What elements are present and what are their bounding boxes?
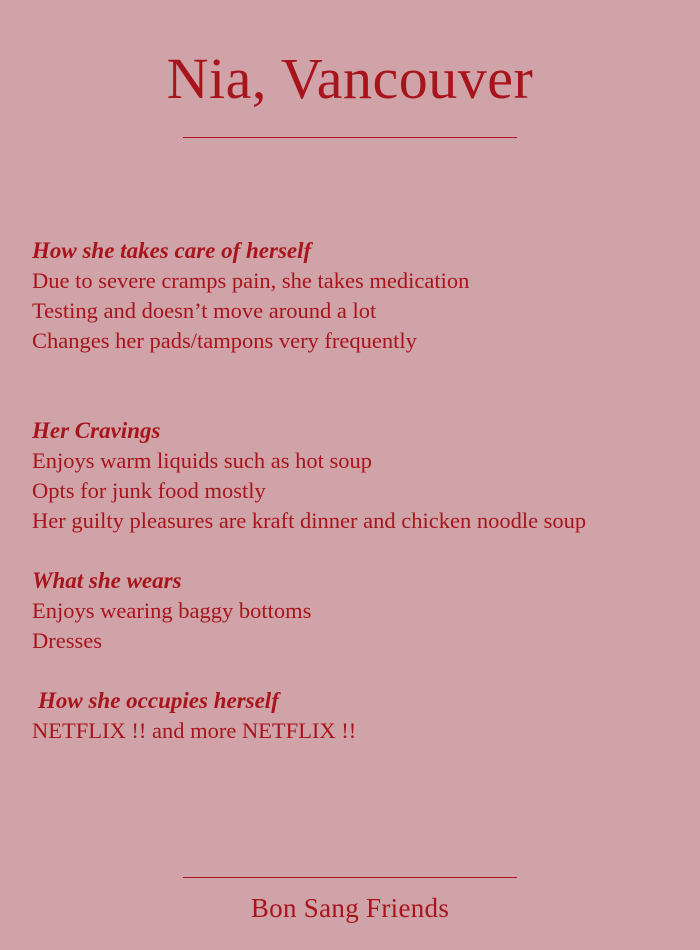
section-line: Her guilty pleasures are kraft dinner and chicken noodle soup <box>32 508 587 533</box>
footer-divider <box>183 877 517 878</box>
section-heading: Her Cravings <box>32 418 161 443</box>
section-line: Testing and doesn’t move around a lot <box>32 298 377 323</box>
section-occupies <box>32 686 692 746</box>
title-divider <box>183 137 517 138</box>
section-heading: What she wears <box>32 568 182 593</box>
section-line: Opts for junk food mostly <box>32 478 266 503</box>
section-line: Enjoys warm liquids such as hot soup <box>32 448 372 473</box>
section-cravings <box>32 416 692 536</box>
footer-brand: Bon Sang Friends <box>250 893 450 923</box>
section-heading: How she occupies herself <box>38 688 279 713</box>
section-heading: How she takes care of herself <box>32 238 312 263</box>
section-line: NETFLIX !! and more NETFLIX !! <box>32 718 357 743</box>
section-line: Changes her pads/tampons very frequently <box>32 328 417 353</box>
page-title: Nia, Vancouver <box>166 46 534 111</box>
section-line: Dresses <box>32 628 102 653</box>
section-line: Enjoys wearing baggy bottoms <box>32 598 312 623</box>
section-wears <box>32 566 692 656</box>
section-self-care <box>32 236 692 356</box>
section-line: Due to severe cramps pain, she takes medication <box>32 268 470 293</box>
